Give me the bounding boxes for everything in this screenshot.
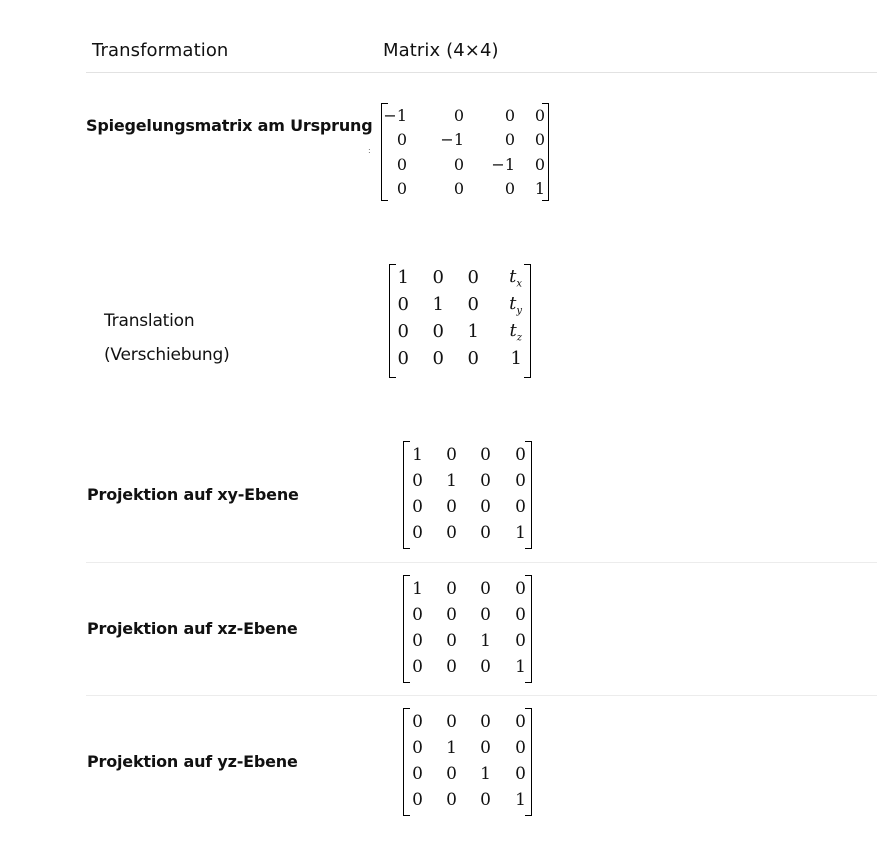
matrix-row [381, 128, 545, 153]
matrix-row [381, 177, 545, 202]
matrix-cell: 0 [480, 523, 491, 543]
matrix-cell: 0 [467, 294, 479, 315]
row-label-translation [104, 304, 230, 372]
matrix-cell: 1 [515, 523, 526, 543]
matrix-cell: 1 [480, 631, 491, 651]
matrix-cell: 1 [446, 471, 457, 491]
matrix-cell: 0 [412, 497, 423, 517]
matrix-row [403, 576, 526, 602]
matrix-cell: 0 [446, 523, 457, 543]
matrix-cell: 0 [480, 605, 491, 625]
matrix-cell: 0 [432, 348, 444, 369]
matrix-cell: −1 [440, 130, 464, 150]
matrix-cell: 0 [453, 105, 464, 125]
matrix-cell: 0 [480, 790, 491, 810]
matrix-row [403, 494, 526, 520]
matrix-cell: 0 [515, 579, 526, 599]
matrix-cell-var: t [509, 292, 517, 314]
matrix-cell: 0 [397, 294, 409, 315]
matrix-cell: −1 [491, 154, 515, 174]
matrix-row [389, 318, 522, 345]
matrix-cell: 0 [396, 179, 407, 199]
matrix-row [403, 761, 526, 787]
header-matrix: Matrix (4×4) [383, 40, 499, 61]
matrix-cell-var: t [509, 319, 517, 341]
matrix-cell: 0 [412, 712, 423, 732]
matrix-cell: 0 [446, 712, 457, 732]
matrix-cell: 0 [453, 154, 464, 174]
matrix-row [389, 264, 522, 291]
matrix-cell: 0 [515, 712, 526, 732]
matrix-cell: 0 [453, 179, 464, 199]
matrix-cell: 1 [412, 579, 423, 599]
matrix-cell: 0 [446, 605, 457, 625]
matrix-cell: 0 [446, 657, 457, 677]
matrix-cell: 0 [534, 105, 545, 125]
matrix-cell: 0 [480, 712, 491, 732]
matrix-cell: 0 [515, 605, 526, 625]
row-label-xy: Projektion auf xy-Ebene [87, 485, 299, 504]
matrix-cell: 0 [515, 445, 526, 465]
matrix-cell-var: t [509, 265, 517, 287]
row-divider [86, 695, 877, 696]
header-divider [86, 72, 877, 73]
matrix-cell: 0 [412, 523, 423, 543]
matrix-cell: 0 [412, 764, 423, 784]
matrix-translation [389, 264, 531, 378]
matrix-row [403, 602, 526, 628]
row-label-xz: Projektion auf xz-Ebene [87, 619, 298, 638]
row-marker: : [368, 146, 371, 155]
matrix-cell [479, 264, 522, 291]
matrix-row [403, 468, 526, 494]
bracket-right [524, 264, 531, 378]
matrix-cell [479, 318, 522, 345]
row-label-line2: (Verschiebung) [104, 345, 230, 365]
matrix-cell: 0 [515, 631, 526, 651]
matrix-cell: 0 [480, 497, 491, 517]
bracket-right [525, 575, 532, 683]
matrix-cell: 0 [432, 267, 444, 288]
matrix-cell: 1 [480, 764, 491, 784]
matrix-cell: 0 [515, 764, 526, 784]
matrix-xz [403, 575, 532, 683]
matrix-cell: 1 [467, 321, 479, 342]
row-label-yz: Projektion auf yz-Ebene [87, 752, 298, 771]
matrix-cell: 1 [446, 738, 457, 758]
matrix-cell: 0 [412, 631, 423, 651]
matrix-cell: 0 [397, 321, 409, 342]
matrix-cell: 0 [515, 471, 526, 491]
header-transformation: Transformation [92, 40, 229, 61]
matrix-cell: 0 [504, 105, 515, 125]
matrix-cell: 0 [446, 497, 457, 517]
matrix-cell: 0 [467, 348, 479, 369]
matrix-cell: 1 [397, 267, 409, 288]
matrix-cell: 0 [534, 130, 545, 150]
matrix-cell: 0 [412, 605, 423, 625]
matrix-row [403, 709, 526, 735]
matrix-cell [479, 291, 522, 318]
matrix-cell: 0 [446, 790, 457, 810]
row-label-line1: Translation [104, 311, 195, 331]
matrix-spiegelung [381, 103, 549, 201]
matrix-cell: 1 [515, 790, 526, 810]
matrix-yz [403, 708, 532, 816]
matrix-row [389, 345, 522, 372]
matrix-row [403, 654, 526, 680]
matrix-cell: −1 [383, 105, 407, 125]
matrix-cell: 1 [510, 348, 522, 369]
matrix-cell: 0 [480, 657, 491, 677]
matrix-row [389, 291, 522, 318]
matrix-cell: 0 [412, 790, 423, 810]
matrix-cell-sub: z [516, 332, 522, 344]
matrix-row [403, 735, 526, 761]
matrix-cell: 1 [412, 445, 423, 465]
matrix-cell: 0 [446, 445, 457, 465]
matrix-cell: 0 [446, 764, 457, 784]
matrix-cell: 0 [515, 738, 526, 758]
matrix-cell: 0 [412, 471, 423, 491]
matrix-cell: 0 [515, 497, 526, 517]
matrix-cell: 0 [397, 348, 409, 369]
matrix-cell: 0 [534, 154, 545, 174]
matrix-cell: 1 [534, 179, 545, 199]
matrix-cell: 0 [396, 154, 407, 174]
matrix-cell: 0 [432, 321, 444, 342]
matrix-row [403, 520, 526, 546]
bracket-right [525, 708, 532, 816]
matrix-xy [403, 441, 532, 549]
matrix-cell: 1 [515, 657, 526, 677]
matrix-row [381, 152, 545, 177]
matrix-row [381, 103, 545, 128]
matrix-cell: 0 [504, 130, 515, 150]
matrix-cell: 1 [432, 294, 444, 315]
matrix-cell: 0 [446, 631, 457, 651]
matrix-cell: 0 [412, 657, 423, 677]
matrix-cell-sub: x [516, 278, 522, 290]
matrix-cell: 0 [504, 179, 515, 199]
row-label-spiegelung: Spiegelungsmatrix am Ursprung [86, 116, 373, 135]
matrix-cell: 0 [480, 445, 491, 465]
matrix-cell: 0 [480, 471, 491, 491]
matrix-cell: 0 [480, 579, 491, 599]
bracket-right [525, 441, 532, 549]
matrix-row [403, 628, 526, 654]
row-divider [86, 562, 877, 563]
matrix-cell: 0 [412, 738, 423, 758]
matrix-cell: 0 [446, 579, 457, 599]
matrix-cell-sub: y [516, 305, 522, 317]
matrix-row [403, 787, 526, 813]
matrix-cell: 0 [467, 267, 479, 288]
matrix-row [403, 442, 526, 468]
matrix-cell: 0 [480, 738, 491, 758]
matrix-cell: 0 [396, 130, 407, 150]
